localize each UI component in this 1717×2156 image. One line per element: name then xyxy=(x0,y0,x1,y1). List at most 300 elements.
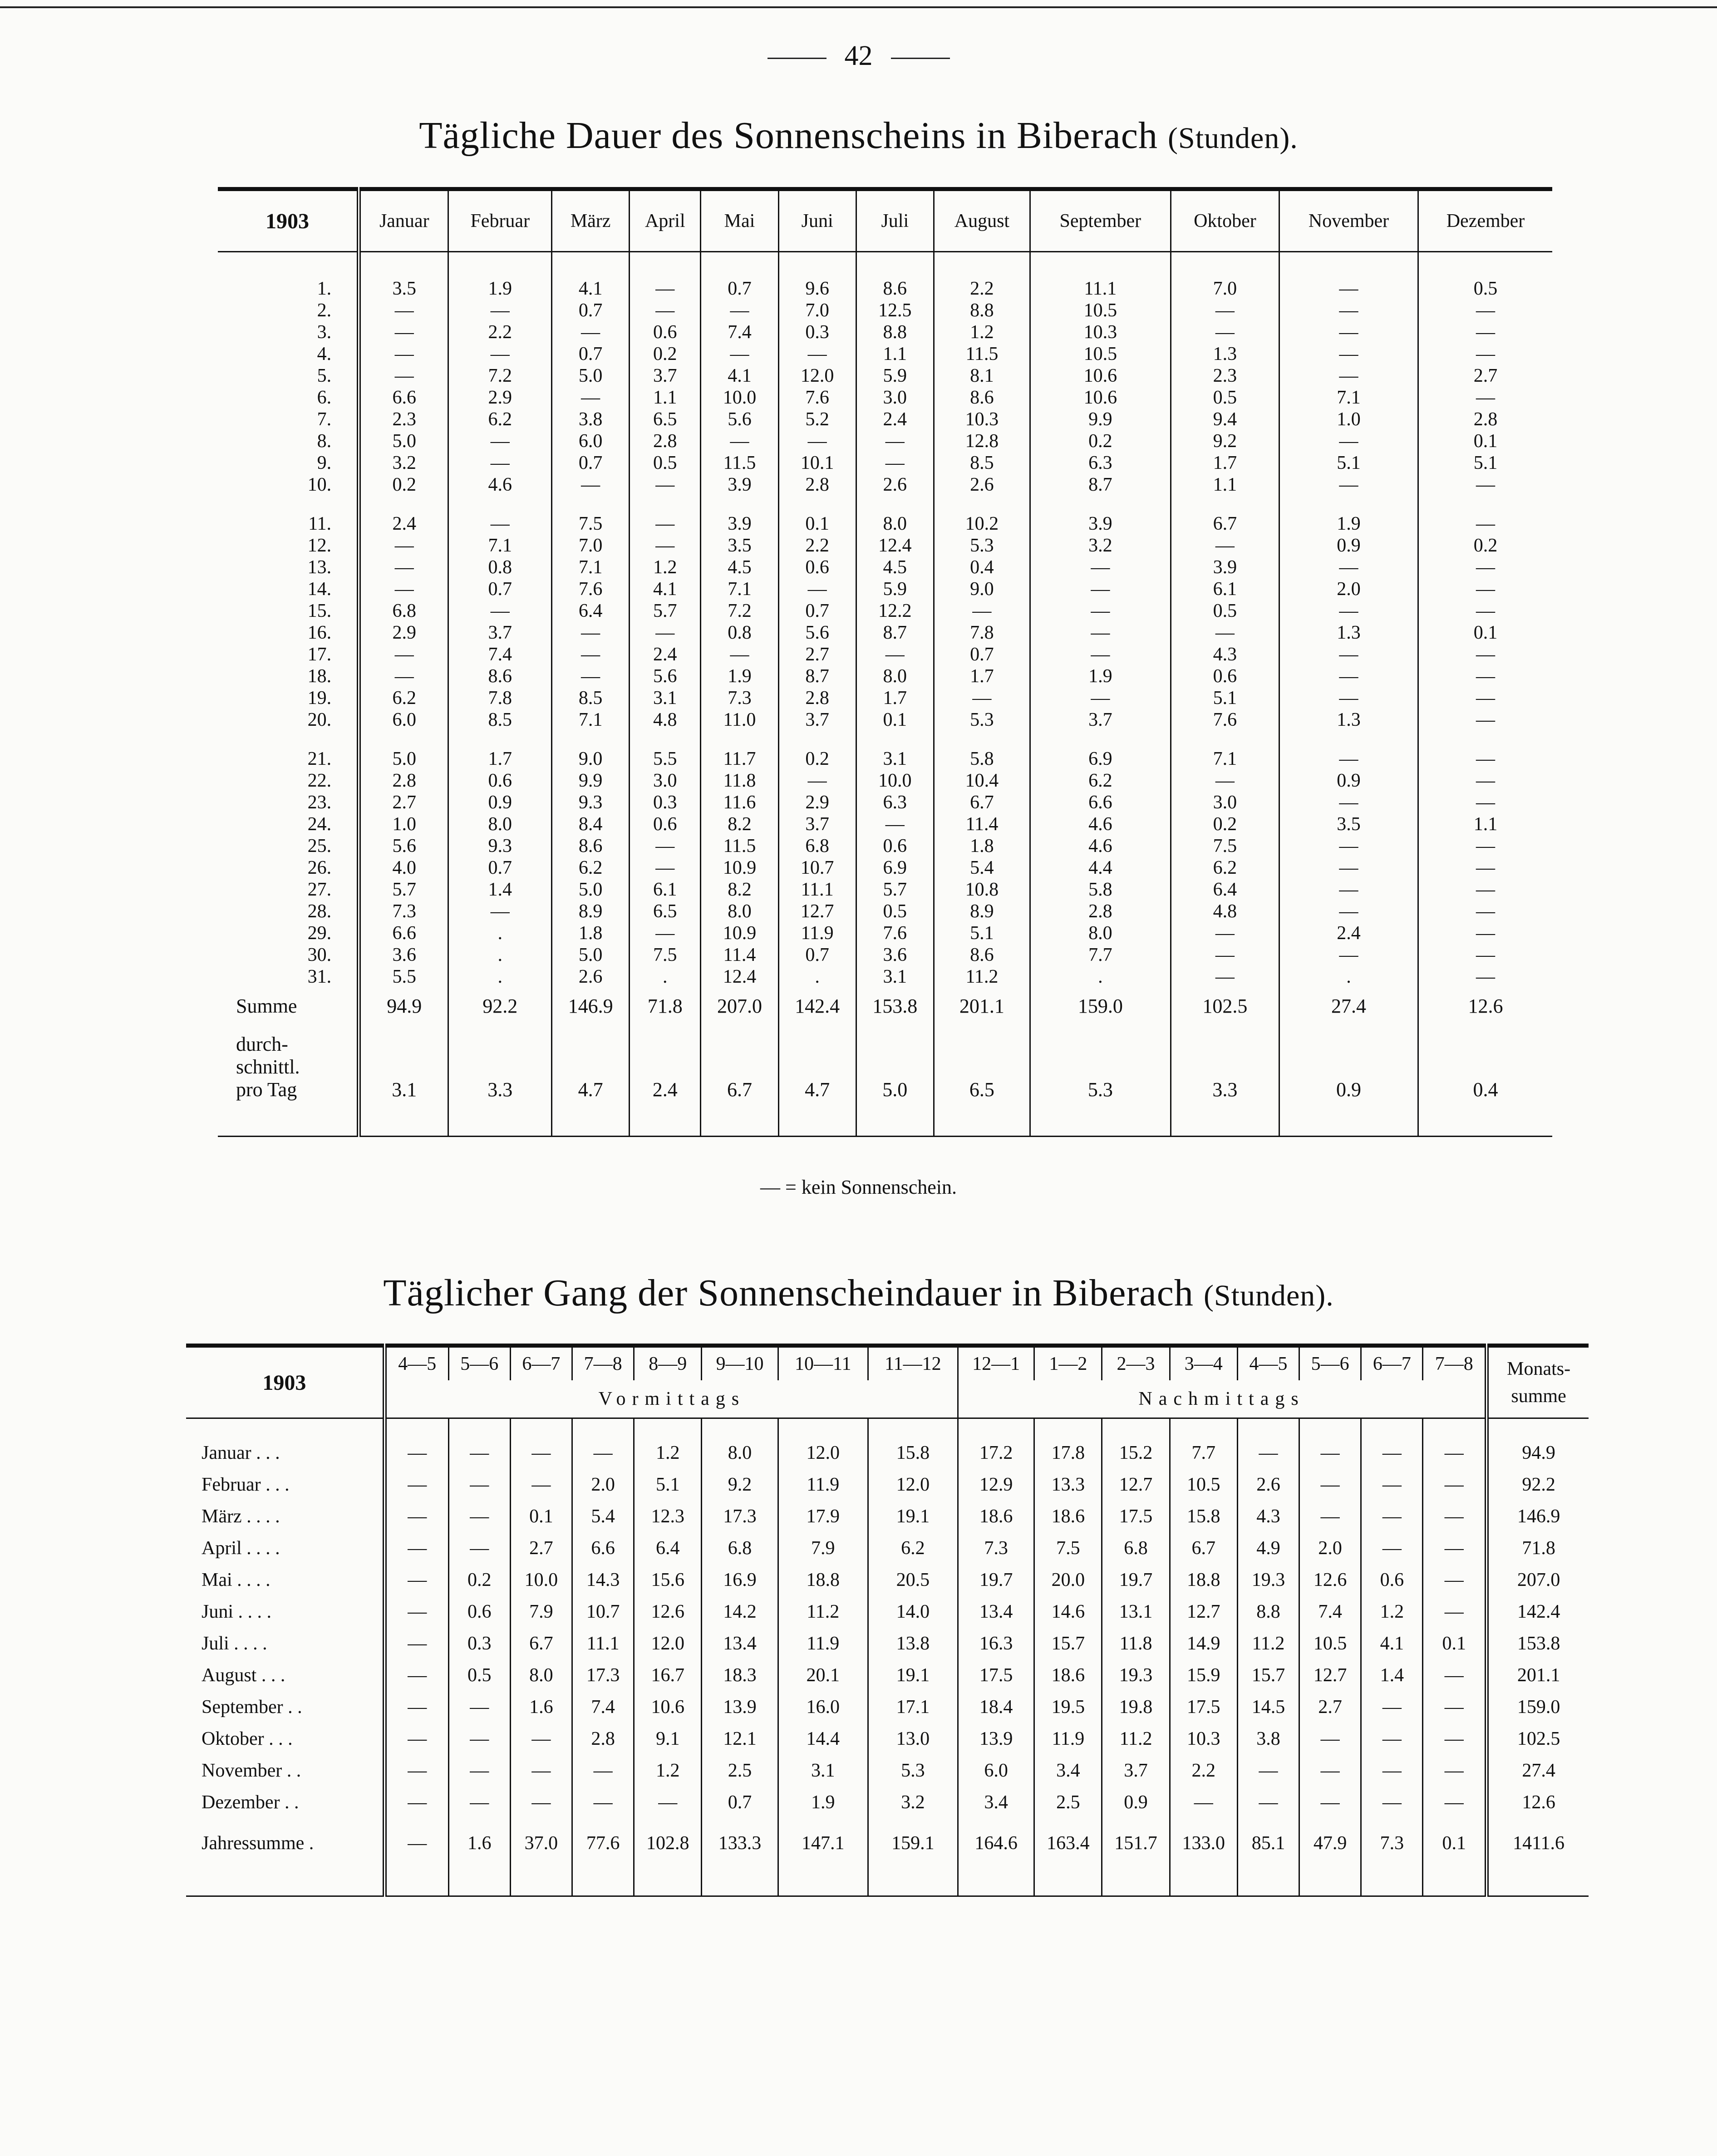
sunshine-value: 5.9 xyxy=(856,365,934,387)
hour-value: 1.2 xyxy=(1361,1596,1423,1628)
hour-value: — xyxy=(1361,1755,1423,1787)
hour-value: 3.1 xyxy=(778,1755,868,1787)
sunshine-value: 2.4 xyxy=(359,496,448,535)
sunshine-value: 5.0 xyxy=(552,944,630,966)
annual-value: 163.4 xyxy=(1034,1818,1102,1868)
month-header: Mai xyxy=(701,189,778,252)
day-label: 17. xyxy=(307,644,332,665)
sunshine-value: 10.4 xyxy=(934,770,1030,792)
sunshine-value: 1.0 xyxy=(1279,409,1418,430)
hour-value: 0.3 xyxy=(448,1628,510,1659)
month-header: Juni xyxy=(778,189,856,252)
hour-value: 17.3 xyxy=(572,1659,634,1691)
hour-value: — xyxy=(1361,1691,1423,1723)
hour-value: 19.3 xyxy=(1102,1659,1170,1691)
sum-value: 146.9 xyxy=(552,988,630,1024)
hour-value: 12.0 xyxy=(868,1469,958,1501)
day-label: 13. xyxy=(307,557,332,578)
sunshine-value: — xyxy=(778,770,856,792)
sunshine-value: — xyxy=(359,644,448,665)
sunshine-value: — xyxy=(1279,731,1418,770)
month-row xyxy=(186,1659,1589,1691)
sunshine-value: . xyxy=(1279,966,1418,988)
sunshine-value: 0.5 xyxy=(856,901,934,922)
sunshine-value: 7.2 xyxy=(701,600,778,622)
hour-value: 4.3 xyxy=(1237,1501,1299,1532)
sunshine-value: — xyxy=(1418,387,1552,409)
afternoon-label: Nachmittags xyxy=(958,1380,1486,1418)
sunshine-value: — xyxy=(552,387,630,409)
hour-value: — xyxy=(448,1723,510,1755)
hour-value: 10.3 xyxy=(1170,1723,1237,1755)
sunshine-value: 8.8 xyxy=(856,321,934,343)
sunshine-value: 1.1 xyxy=(1418,813,1552,835)
sunshine-value: 8.4 xyxy=(552,813,630,835)
sunshine-value: — xyxy=(1418,321,1552,343)
hour-header: 10—11 xyxy=(778,1346,868,1381)
sunshine-value: 4.8 xyxy=(1171,901,1279,922)
sunshine-value: — xyxy=(630,300,701,321)
sunshine-value: 12.7 xyxy=(778,901,856,922)
table2-period-row xyxy=(186,1380,1589,1418)
sunshine-value: 0.6 xyxy=(856,835,934,857)
sunshine-value: 1.3 xyxy=(1279,709,1418,731)
hour-value: — xyxy=(384,1564,448,1596)
monthly-total: 146.9 xyxy=(1487,1501,1589,1532)
hour-value: 19.1 xyxy=(868,1659,958,1691)
hour-header: 4—5 xyxy=(384,1346,448,1381)
day-row xyxy=(218,496,1552,535)
hour-value: — xyxy=(448,1532,510,1564)
sunshine-value: 6.0 xyxy=(359,709,448,731)
sunshine-value: 4.3 xyxy=(1171,644,1279,665)
hour-value: 8.0 xyxy=(510,1659,572,1691)
sunshine-value: 0.7 xyxy=(552,343,630,365)
hour-value: 12.3 xyxy=(634,1501,702,1532)
hour-header: 11—12 xyxy=(868,1346,958,1381)
sunshine-value: 0.2 xyxy=(1030,430,1171,452)
hour-value: — xyxy=(1423,1564,1487,1596)
average-value: 3.1 xyxy=(359,1024,448,1109)
hour-value: — xyxy=(1361,1532,1423,1564)
sunshine-value: 0.9 xyxy=(1279,770,1418,792)
sunshine-value: 6.0 xyxy=(552,430,630,452)
sunshine-value: 11.6 xyxy=(701,792,778,813)
day-row xyxy=(218,321,1552,343)
hour-value: 11.2 xyxy=(778,1596,868,1628)
sunshine-value: 2.8 xyxy=(630,430,701,452)
monthly-total-header-line: summe xyxy=(1511,1386,1566,1407)
hour-value: — xyxy=(1299,1755,1361,1787)
sunshine-value: — xyxy=(448,496,552,535)
day-label: 3. xyxy=(317,322,332,343)
top-rule xyxy=(0,6,1717,8)
month-label: Oktober . . . xyxy=(202,1728,293,1749)
sunshine-value: 3.6 xyxy=(856,944,934,966)
sunshine-value: 5.0 xyxy=(552,365,630,387)
sunshine-value: . xyxy=(1030,966,1171,988)
sunshine-value: 0.2 xyxy=(778,731,856,770)
sunshine-value: 11.7 xyxy=(701,731,778,770)
sunshine-value: 2.9 xyxy=(448,387,552,409)
hour-value: — xyxy=(1237,1787,1299,1818)
sunshine-value: 1.3 xyxy=(1279,622,1418,644)
monthly-total: 12.6 xyxy=(1487,1787,1589,1818)
hour-value: 5.4 xyxy=(572,1501,634,1532)
sunshine-value: — xyxy=(1171,300,1279,321)
month-row xyxy=(186,1532,1589,1564)
hour-value: — xyxy=(384,1501,448,1532)
hour-value: 3.7 xyxy=(1102,1755,1170,1787)
annual-value: 77.6 xyxy=(572,1818,634,1868)
sunshine-value: 10.0 xyxy=(701,387,778,409)
month-header: Juli xyxy=(856,189,934,252)
table2-year: 1903 xyxy=(186,1346,384,1418)
sum-value: 71.8 xyxy=(630,988,701,1024)
hour-value: 19.8 xyxy=(1102,1691,1170,1723)
sunshine-value: 3.5 xyxy=(359,278,448,300)
day-row xyxy=(218,622,1552,644)
hour-value: 14.6 xyxy=(1034,1596,1102,1628)
day-label: 24. xyxy=(307,814,332,835)
sum-value: 159.0 xyxy=(1030,988,1171,1024)
sunshine-value: — xyxy=(856,430,934,452)
sunshine-value: 2.8 xyxy=(778,474,856,496)
hour-value: 2.8 xyxy=(572,1723,634,1755)
hour-value: — xyxy=(384,1532,448,1564)
sunshine-value: — xyxy=(359,365,448,387)
hour-value: 18.6 xyxy=(1034,1659,1102,1691)
sum-value: 27.4 xyxy=(1279,988,1418,1024)
sunshine-value: — xyxy=(934,600,1030,622)
table2-title: Täglicher Gang der Sonnenscheindauer in Biberach (Stunden). xyxy=(383,1272,1334,1314)
sunshine-value: 3.0 xyxy=(1171,792,1279,813)
hour-header: 7—8 xyxy=(1423,1346,1487,1381)
sunshine-value: 6.7 xyxy=(934,792,1030,813)
sunshine-value: 7.1 xyxy=(1279,387,1418,409)
sunshine-value: 8.1 xyxy=(934,365,1030,387)
sunshine-value: 4.1 xyxy=(701,365,778,387)
sunshine-value: 7.1 xyxy=(552,709,630,731)
sunshine-value: — xyxy=(1279,835,1418,857)
day-label: 16. xyxy=(307,622,332,643)
morning-label: Vormittags xyxy=(384,1380,958,1418)
sunshine-value: 6.2 xyxy=(359,687,448,709)
day-label: 15. xyxy=(307,601,332,621)
hour-value: 12.6 xyxy=(634,1596,702,1628)
sunshine-value: . xyxy=(448,966,552,988)
day-label: 18. xyxy=(307,666,332,687)
sunshine-value: 1.7 xyxy=(856,687,934,709)
sunshine-value: 7.6 xyxy=(856,922,934,944)
sunshine-value: 8.2 xyxy=(701,879,778,901)
hour-value: 13.4 xyxy=(958,1596,1034,1628)
day-label: 20. xyxy=(307,709,332,730)
sunshine-value: 3.8 xyxy=(552,409,630,430)
sunshine-value: — xyxy=(1030,578,1171,600)
sunshine-value: 0.2 xyxy=(1418,535,1552,556)
average-value: 3.3 xyxy=(1171,1024,1279,1109)
sunshine-value: — xyxy=(1418,835,1552,857)
hour-value: — xyxy=(1423,1501,1487,1532)
sunshine-value: 9.9 xyxy=(552,770,630,792)
hour-value: — xyxy=(572,1437,634,1469)
hour-value: — xyxy=(1423,1787,1487,1818)
day-label: 7. xyxy=(317,409,332,430)
hour-header: 12—1 xyxy=(958,1346,1034,1381)
hour-value: 7.5 xyxy=(1034,1532,1102,1564)
hour-value: 13.1 xyxy=(1102,1596,1170,1628)
hour-value: 13.8 xyxy=(868,1628,958,1659)
average-value: 0.4 xyxy=(1418,1024,1552,1109)
sunshine-value: 6.2 xyxy=(1171,857,1279,879)
sunshine-value: — xyxy=(1030,687,1171,709)
sum-value: 92.2 xyxy=(448,988,552,1024)
sunshine-value: 8.7 xyxy=(778,665,856,687)
average-label-line: schnittl. xyxy=(236,1056,300,1078)
hour-value: — xyxy=(1361,1469,1423,1501)
sunshine-value: 3.7 xyxy=(448,622,552,644)
table1-title: Tägliche Dauer des Sonnenscheins in Biberach (Stunden). xyxy=(419,114,1298,157)
sunshine-value: 0.2 xyxy=(1171,813,1279,835)
sunshine-value: 6.3 xyxy=(856,792,934,813)
day-row xyxy=(218,365,1552,387)
hour-value: — xyxy=(510,1469,572,1501)
hour-value: 7.9 xyxy=(778,1532,868,1564)
hour-value: 10.5 xyxy=(1299,1628,1361,1659)
hour-value: 17.3 xyxy=(702,1501,778,1532)
legend: — = kein Sonnenschein. xyxy=(760,1176,957,1198)
sunshine-value: — xyxy=(448,600,552,622)
hour-header: 2—3 xyxy=(1102,1346,1170,1381)
sunshine-value: 2.7 xyxy=(1418,365,1552,387)
monthly-total: 71.8 xyxy=(1487,1532,1589,1564)
sunshine-value: 6.5 xyxy=(630,409,701,430)
sunshine-value: — xyxy=(630,857,701,879)
hour-value: 16.9 xyxy=(702,1564,778,1596)
hour-value: 9.2 xyxy=(702,1469,778,1501)
sunshine-value: 2.8 xyxy=(1030,901,1171,922)
sunshine-value: 4.6 xyxy=(448,474,552,496)
annual-value: 159.1 xyxy=(868,1818,958,1868)
hour-value: — xyxy=(572,1755,634,1787)
average-label-line: durch- xyxy=(236,1033,288,1055)
sunshine-value: 0.7 xyxy=(448,578,552,600)
sunshine-value: 10.6 xyxy=(1030,387,1171,409)
day-label: 9. xyxy=(317,453,332,473)
month-label: August . . . xyxy=(202,1665,285,1686)
hour-value: 20.1 xyxy=(778,1659,868,1691)
sunshine-value: — xyxy=(1171,622,1279,644)
hour-value: — xyxy=(1423,1691,1487,1723)
sunshine-value: — xyxy=(1171,966,1279,988)
sunshine-value: 0.3 xyxy=(778,321,856,343)
sunshine-value: — xyxy=(552,644,630,665)
hour-value: — xyxy=(510,1755,572,1787)
sunshine-value: 10.9 xyxy=(701,857,778,879)
day-row xyxy=(218,644,1552,665)
hour-header: 5—6 xyxy=(448,1346,510,1381)
hour-value: 1.4 xyxy=(1361,1659,1423,1691)
hour-value: 11.2 xyxy=(1237,1628,1299,1659)
hour-value: 18.8 xyxy=(778,1564,868,1596)
sunshine-value: 5.0 xyxy=(552,879,630,901)
hour-value: 8.0 xyxy=(702,1437,778,1469)
sunshine-value: 1.7 xyxy=(934,665,1030,687)
sunshine-value: 4.5 xyxy=(701,556,778,578)
sunshine-value: 5.5 xyxy=(630,731,701,770)
sunshine-value: 2.2 xyxy=(448,321,552,343)
sunshine-value: 12.8 xyxy=(934,430,1030,452)
sunshine-value: 2.2 xyxy=(934,278,1030,300)
average-label xyxy=(218,1024,359,1109)
sunshine-value: — xyxy=(1279,792,1418,813)
sunshine-value: 9.3 xyxy=(448,835,552,857)
sunshine-value: 5.5 xyxy=(359,966,448,988)
hour-value: 15.6 xyxy=(634,1564,702,1596)
hour-value: — xyxy=(1170,1787,1237,1818)
day-row xyxy=(218,300,1552,321)
sunshine-value: 1.7 xyxy=(1171,452,1279,474)
sunshine-value: 3.9 xyxy=(1030,496,1171,535)
sunshine-value: 0.3 xyxy=(630,792,701,813)
sunshine-value: 2.3 xyxy=(359,409,448,430)
sunshine-value: 7.1 xyxy=(448,535,552,556)
hour-header: 4—5 xyxy=(1237,1346,1299,1381)
sunshine-value: — xyxy=(1418,857,1552,879)
month-header: September xyxy=(1030,189,1171,252)
sunshine-value: — xyxy=(448,452,552,474)
sunshine-value: 6.8 xyxy=(778,835,856,857)
sum-value: 207.0 xyxy=(701,988,778,1024)
hour-value: 14.0 xyxy=(868,1596,958,1628)
hour-value: 0.5 xyxy=(448,1659,510,1691)
hour-value: 5.1 xyxy=(634,1469,702,1501)
annual-value: — xyxy=(384,1818,448,1868)
sunshine-value: 2.6 xyxy=(934,474,1030,496)
sum-row xyxy=(218,988,1552,1024)
sunshine-value: 8.5 xyxy=(448,709,552,731)
sunshine-value: 8.6 xyxy=(934,944,1030,966)
sunshine-value: 5.4 xyxy=(934,857,1030,879)
day-row xyxy=(218,687,1552,709)
hour-value: 16.3 xyxy=(958,1628,1034,1659)
sunshine-value: 6.2 xyxy=(448,409,552,430)
monthly-total-header-line: Monats- xyxy=(1507,1359,1571,1379)
sunshine-value: 0.9 xyxy=(448,792,552,813)
hour-value: 3.4 xyxy=(958,1787,1034,1818)
hour-value: 11.2 xyxy=(1102,1723,1170,1755)
month-header: Februar xyxy=(448,189,552,252)
month-header: Januar xyxy=(359,189,448,252)
day-row xyxy=(218,731,1552,770)
sunshine-value: 9.4 xyxy=(1171,409,1279,430)
hour-value: — xyxy=(384,1469,448,1501)
sunshine-value: 9.0 xyxy=(552,731,630,770)
sunshine-value: 3.2 xyxy=(359,452,448,474)
sunshine-value: — xyxy=(701,343,778,365)
sunshine-value: — xyxy=(1279,665,1418,687)
hour-value: 16.0 xyxy=(778,1691,868,1723)
sunshine-value: 0.6 xyxy=(778,556,856,578)
sunshine-value: 7.5 xyxy=(552,496,630,535)
sunshine-value: 4.1 xyxy=(552,278,630,300)
sunshine-value: 5.7 xyxy=(630,600,701,622)
sunshine-value: 8.6 xyxy=(934,387,1030,409)
sunshine-value: — xyxy=(1279,600,1418,622)
sunshine-value: — xyxy=(1279,300,1418,321)
hour-value: 13.3 xyxy=(1034,1469,1102,1501)
sunshine-value: 8.9 xyxy=(934,901,1030,922)
sunshine-value: 8.6 xyxy=(856,278,934,300)
sunshine-value: 0.5 xyxy=(630,452,701,474)
sunshine-value: 0.7 xyxy=(778,600,856,622)
hour-value: 7.4 xyxy=(1299,1596,1361,1628)
hour-value: 10.7 xyxy=(572,1596,634,1628)
hour-value: — xyxy=(1423,1596,1487,1628)
sunshine-value: 8.7 xyxy=(1030,474,1171,496)
hour-value: — xyxy=(448,1755,510,1787)
monthly-total: 153.8 xyxy=(1487,1628,1589,1659)
monthly-total: 27.4 xyxy=(1487,1755,1589,1787)
sunshine-value: 8.0 xyxy=(701,901,778,922)
hour-value: — xyxy=(384,1437,448,1469)
day-row xyxy=(218,600,1552,622)
hour-value: — xyxy=(1361,1787,1423,1818)
sunshine-value: . xyxy=(630,966,701,988)
day-row xyxy=(218,430,1552,452)
sunshine-value: 1.1 xyxy=(630,387,701,409)
average-label-line: pro Tag xyxy=(236,1078,297,1101)
sum-value: 201.1 xyxy=(934,988,1030,1024)
hour-value: 2.0 xyxy=(1299,1532,1361,1564)
sunshine-value: — xyxy=(448,901,552,922)
day-row xyxy=(218,535,1552,556)
sunshine-value: 11.5 xyxy=(701,835,778,857)
sunshine-value: 3.7 xyxy=(778,813,856,835)
sunshine-value: — xyxy=(1279,944,1418,966)
hour-value: 0.6 xyxy=(1361,1564,1423,1596)
sunshine-value: — xyxy=(1418,944,1552,966)
sunshine-value: 2.4 xyxy=(856,409,934,430)
sunshine-value: — xyxy=(1418,709,1552,731)
sunshine-value: 1.8 xyxy=(934,835,1030,857)
daily-sunshine-table xyxy=(218,187,1552,1137)
sunshine-value: 3.7 xyxy=(778,709,856,731)
day-row xyxy=(218,387,1552,409)
hour-value: — xyxy=(510,1787,572,1818)
hour-header: 6—7 xyxy=(510,1346,572,1381)
sunshine-value: 8.0 xyxy=(856,665,934,687)
average-value: 5.3 xyxy=(1030,1024,1171,1109)
day-label: 10. xyxy=(307,474,332,495)
sunshine-value: 11.5 xyxy=(934,343,1030,365)
sunshine-value: — xyxy=(701,300,778,321)
sunshine-value: — xyxy=(630,278,701,300)
hour-value: 2.5 xyxy=(702,1755,778,1787)
sunshine-value: — xyxy=(856,644,934,665)
hour-value: 11.1 xyxy=(572,1628,634,1659)
hour-value: 2.7 xyxy=(510,1532,572,1564)
sunshine-value: 0.6 xyxy=(448,770,552,792)
sunshine-value: 3.7 xyxy=(1030,709,1171,731)
sunshine-value: 5.6 xyxy=(359,835,448,857)
sunshine-value: — xyxy=(1418,966,1552,988)
sum-value: 142.4 xyxy=(778,988,856,1024)
sunshine-value: — xyxy=(630,496,701,535)
hour-value: 0.7 xyxy=(702,1787,778,1818)
sunshine-value: 1.4 xyxy=(448,879,552,901)
